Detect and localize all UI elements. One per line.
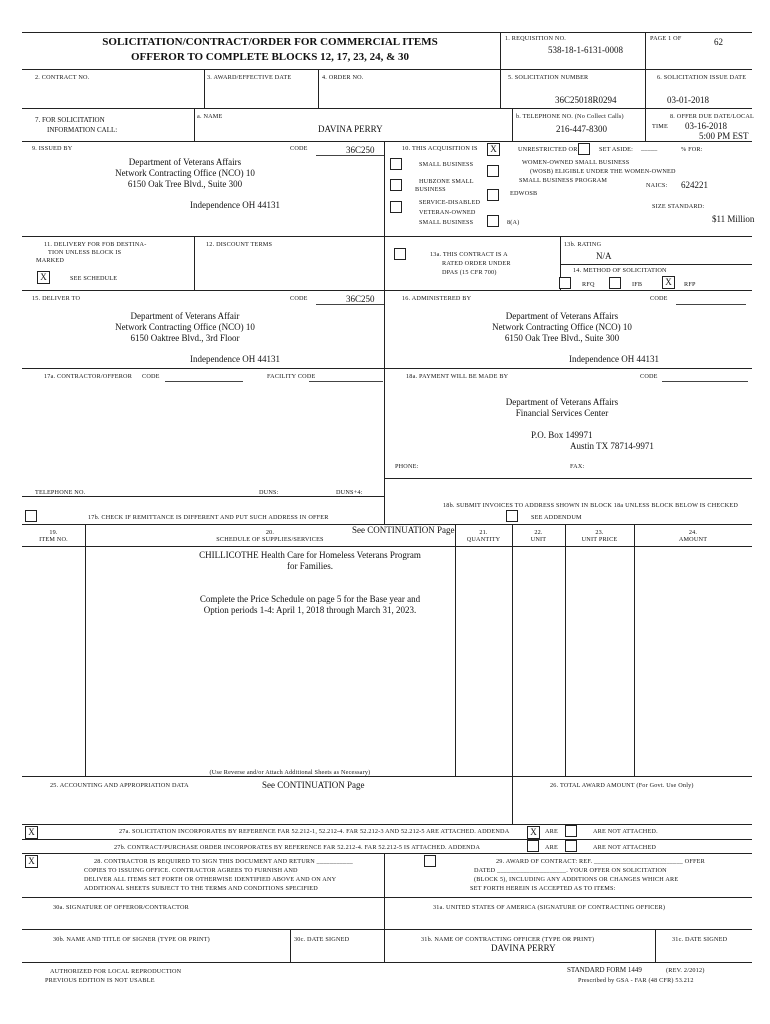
27b-are-checkbox[interactable] — [527, 840, 539, 852]
wosb-checkbox[interactable] — [487, 165, 499, 177]
issued-by-code: 36C250 — [346, 145, 375, 155]
remittance-checkbox[interactable] — [25, 510, 37, 522]
delivery-label: 11. DELIVERY FOR FOB DESTINA- — [44, 241, 147, 248]
col-unit-label: UNIT — [530, 536, 547, 543]
divider — [645, 69, 646, 108]
27b-are-not-checkbox[interactable] — [565, 840, 577, 852]
28-text-2: COPIES TO ISSUING OFFICE. CONTRACTOR AGREES TO FURNISH AND — [84, 867, 298, 874]
form-subtitle: OFFEROR TO COMPLETE BLOCKS 12, 17, 23, 24, & 30 — [131, 51, 409, 63]
payment-line2: Financial Services Center — [515, 408, 609, 418]
28-text-4: ADDITIONAL SHEETS SUBJECT TO THE TERMS AND CONDITIONS SPECIFIED — [84, 885, 318, 892]
schedule-desc-4: Option periods 1-4: April 1, 2018 through March 31, 2023. — [203, 605, 417, 615]
accounting-label: 25. ACCOUNTING AND APPROPRIATION DATA — [50, 782, 189, 789]
edwosb-label: EDWOSB — [510, 190, 538, 197]
administered-by-label: 16. ADMINISTERED BY — [402, 295, 472, 302]
code-underline — [316, 155, 384, 156]
rule — [22, 776, 752, 777]
telephone: 216-447-8300 — [556, 124, 607, 134]
rule — [22, 368, 752, 369]
rule — [560, 264, 752, 265]
rfp-label: RFP — [684, 281, 696, 288]
divider — [290, 929, 291, 962]
sig-30a-label: 30a. SIGNATURE OF OFFEROR/CONTRACTOR — [53, 904, 190, 911]
solicitation-number-label: 5. SOLICITATION NUMBER — [508, 74, 589, 81]
rfq-label: RFQ — [582, 281, 595, 288]
size-standard-label: SIZE STANDARD: — [652, 203, 705, 210]
footer-form-number: STANDARD FORM 1449 — [567, 966, 642, 974]
issue-date: 03-01-2018 — [667, 95, 709, 105]
due-date-label: 8. OFFER DUE DATE/LOCAL — [670, 113, 755, 120]
sig-31b-label: 31b. NAME OF CONTRACTING OFFICER (TYPE OR PRINT) — [421, 936, 595, 943]
27a-text: 27a. SOLICITATION INCORPORATES BY REFERENCE FAR 52.212-1, 52.212-4. FAR 52.212-3 AND 52.212-5 ARE ATTACHED. ADDENDA — [119, 828, 510, 835]
delivery-label-3: MARKED — [36, 257, 65, 264]
rule — [22, 108, 752, 109]
method-label: 14. METHOD OF SOLICITATION — [573, 267, 667, 274]
divider — [645, 108, 646, 141]
29-text-1: 29. AWARD OF CONTRACT: REF. ___________________________ OFFER — [496, 858, 705, 865]
form-title: SOLICITATION/CONTRACT/ORDER FOR COMMERCIAL ITEMS — [102, 36, 438, 48]
divider — [194, 236, 195, 290]
rating-value: N/A — [596, 251, 612, 261]
col-unit-price-label: UNIT PRICE — [581, 536, 618, 543]
code-underline — [165, 381, 243, 382]
sig-30c-label: 30c. DATE SIGNED — [294, 936, 350, 943]
size-standard-value: $11 Million — [712, 214, 755, 224]
rule — [22, 69, 752, 70]
issued-by-label: 9. ISSUED BY — [32, 145, 73, 152]
rule — [22, 839, 752, 840]
rfp-checkbox[interactable]: X — [662, 276, 675, 289]
reverse-note: (Use Reverse and/or Attach Additional Sheets as Necessary) — [209, 769, 371, 776]
see-schedule-label: SEE SCHEDULE — [70, 275, 118, 282]
deliver-to-code: 36C250 — [346, 294, 375, 304]
fax-label: FAX: — [570, 463, 585, 470]
divider — [85, 524, 86, 776]
hubzone-label: HUBZONE SMALL — [419, 178, 474, 185]
facility-code-label: FACILITY CODE — [267, 373, 316, 380]
hubzone-label-2: BUSINESS — [415, 186, 446, 193]
divider — [512, 524, 513, 824]
due-time: 5:00 PM EST — [699, 131, 749, 141]
duns-label: DUNS: — [259, 489, 279, 496]
27a-are-not-checkbox[interactable] — [565, 825, 577, 837]
divider — [565, 524, 566, 776]
administered-code-label: CODE — [650, 295, 668, 302]
contact-name: DAVINA PERRY — [318, 124, 383, 134]
divider — [384, 141, 385, 524]
code-underline — [662, 381, 748, 382]
unrestricted-label: UNRESTRICTED OR — [518, 146, 578, 153]
wosb-label-2: (WOSB) ELIGIBLE UNDER THE WOMEN-OWNED — [530, 168, 676, 175]
payment-line1: Department of Veterans Affairs — [505, 397, 619, 407]
addendum-label: SEE ADDENDUM — [531, 514, 582, 521]
rfq-checkbox[interactable] — [559, 277, 571, 289]
rated-order-label-3: DPAS (15 CFR 700) — [442, 269, 497, 276]
deliver-to-line1: Department of Veterans Affair — [130, 311, 240, 321]
col-schedule-label: SCHEDULE OF SUPPLIES/SERVICES — [216, 536, 324, 543]
addendum-checkbox[interactable] — [506, 510, 518, 522]
col-amount: 24. — [688, 529, 698, 536]
27b-are-label: ARE — [545, 844, 558, 851]
telephone-label: b. TELEPHONE NO. (No Collect Calls) — [516, 113, 624, 120]
ifb-checkbox[interactable] — [609, 277, 621, 289]
divider — [500, 32, 501, 69]
divider — [655, 929, 656, 962]
col-item-no: 19. — [49, 529, 58, 536]
administered-line2: Network Contracting Office (NCO) 10 — [492, 322, 632, 332]
rule — [22, 290, 752, 291]
contractor-code-label: CODE — [142, 373, 160, 380]
issued-by-line4: Independence OH 44131 — [190, 200, 280, 210]
contract-no-label: 2. CONTRACT NO. — [35, 74, 90, 81]
27a-are-not-label: ARE NOT ATTACHED. — [593, 828, 658, 835]
rule — [22, 141, 752, 142]
sig-31c-label: 31c. DATE SIGNED — [672, 936, 728, 943]
total-award-label: 26. TOTAL AWARD AMOUNT (For Govt. Use Only) — [550, 782, 694, 789]
issued-by-code-label: CODE — [290, 145, 308, 152]
payment-label: 18a. PAYMENT WILL BE MADE BY — [406, 373, 509, 380]
info-call-label: 7. FOR SOLICITATION — [35, 116, 105, 124]
rule — [22, 546, 752, 547]
issued-by-line1: Department of Veterans Affairs — [128, 157, 242, 167]
27a-checkbox[interactable]: X — [25, 826, 38, 839]
rule — [384, 478, 752, 479]
issue-date-label: 6. SOLICITATION ISSUE DATE — [657, 74, 747, 81]
divider — [194, 108, 195, 141]
sdvosb-label-3: SMALL BUSINESS — [419, 219, 474, 226]
sdvosb-label-2: VETERAN-OWNED — [419, 209, 476, 216]
sig-30b-label: 30b. NAME AND TITLE OF SIGNER (TYPE OR PRINT) — [53, 936, 210, 943]
rated-order-checkbox[interactable] — [394, 248, 406, 260]
schedule-desc-1: CHILLICOTHE Health Care for Homeless Veterans Program — [199, 550, 421, 560]
contractor-telephone-label: TELEPHONE NO. — [35, 489, 86, 496]
see-schedule-checkbox[interactable]: X — [37, 271, 50, 284]
8a-label: 8(A) — [507, 219, 520, 226]
deliver-to-label: 15. DELIVER TO — [32, 295, 81, 302]
bottom-border — [22, 962, 752, 963]
sdvosb-checkbox[interactable] — [390, 201, 402, 213]
rule — [22, 236, 752, 237]
rule — [22, 496, 384, 497]
acquisition-label: 10. THIS ACQUISITION IS — [402, 145, 478, 152]
29-text-4: SET FORTH HEREIN IS ACCEPTED AS TO ITEMS: — [470, 885, 616, 892]
29-text-3: (BLOCK 5), INCLUDING ANY ADDITIONS OR CHANGES WHICH ARE — [474, 876, 679, 883]
divider — [384, 853, 385, 962]
order-no-label: 4. ORDER NO. — [322, 74, 364, 81]
divider — [512, 108, 513, 141]
col-quantity: 21. — [479, 529, 488, 536]
27b-are-not-label: ARE NOT ATTACHED — [593, 844, 657, 851]
27a-are-checkbox[interactable]: X — [527, 826, 540, 839]
rated-order-label: 13a. THIS CONTRACT IS A — [430, 251, 508, 258]
sdvosb-label: SERVICE-DISABLED — [419, 199, 481, 206]
divider — [204, 69, 205, 108]
setaside-checkbox[interactable] — [578, 143, 590, 155]
8a-checkbox[interactable] — [487, 215, 499, 227]
accounting-continuation: See CONTINUATION Page — [262, 780, 365, 790]
code-underline — [676, 304, 746, 305]
submit-invoices-label: 18b. SUBMIT INVOICES TO ADDRESS SHOWN IN BLOCK 18a UNLESS BLOCK BELOW IS CHECKED — [443, 502, 739, 509]
29-text-2: DATED _____________________. YOUR OFFER ON SOLICITATION — [474, 867, 667, 874]
percent-for-label: % FOR: — [681, 146, 703, 153]
deliver-to-line3: 6150 Oaktree Blvd., 3rd Floor — [130, 333, 240, 343]
col-schedule: 20. — [265, 529, 275, 536]
page-total: 62 — [714, 37, 723, 47]
naics-value: 624221 — [681, 180, 708, 190]
rule — [22, 897, 752, 898]
footer-previous-edition: PREVIOUS EDITION IS NOT USABLE — [45, 977, 155, 984]
deliver-to-code-label: CODE — [290, 295, 308, 302]
footer-revision: (REV. 2/2012) — [666, 967, 705, 974]
setaside-label: SET ASIDE: — [599, 146, 634, 153]
administered-line1: Department of Veterans Affairs — [505, 311, 619, 321]
col-quantity-label: QUANTITY — [466, 536, 501, 543]
payment-line4: Austin TX 78714-9971 — [570, 441, 654, 451]
payment-code-label: CODE — [640, 373, 658, 380]
wosb-label-3: SMALL BUSINESS PROGRAM — [519, 177, 608, 184]
28-text-3: DELIVER ALL ITEMS SET FORTH OR OTHERWISE IDENTIFIED ABOVE AND ON ANY — [84, 876, 337, 883]
29-checkbox[interactable] — [424, 855, 436, 867]
wosb-label: WOMEN-OWNED SMALL BUSINESS — [522, 159, 630, 166]
col-unit: 22. — [534, 529, 543, 536]
discount-terms-label: 12. DISCOUNT TERMS — [206, 241, 273, 248]
divider — [318, 69, 319, 108]
col-amount-label: AMOUNT — [678, 536, 708, 543]
time-label: TIME — [652, 123, 668, 130]
divider — [645, 32, 646, 69]
page-label: PAGE 1 OF — [650, 35, 682, 42]
top-border — [22, 32, 752, 33]
code-underline — [309, 381, 383, 382]
28-text-1: 28. CONTRACTOR IS REQUIRED TO SIGN THIS DOCUMENT AND RETURN ___________ — [94, 858, 353, 865]
27a-are-label: ARE — [545, 828, 558, 835]
divider — [500, 69, 501, 108]
phone-label: PHONE: — [395, 463, 419, 470]
hubzone-checkbox[interactable] — [390, 179, 402, 191]
name-label: a. NAME — [197, 113, 223, 120]
solicitation-number: 36C25018R0294 — [555, 95, 617, 105]
setaside-percent: _____ — [641, 145, 658, 152]
delivery-label-2: TION UNLESS BLOCK IS — [48, 249, 122, 256]
ifb-label: IFB — [632, 281, 643, 288]
col-unit-price: 23. — [595, 529, 604, 536]
col-item-no-label: ITEM NO. — [39, 536, 68, 543]
deliver-to-line2: Network Contracting Office (NCO) 10 — [115, 322, 255, 332]
payment-line3: P.O. Box 149971 — [531, 430, 593, 440]
edwosb-checkbox[interactable] — [487, 189, 499, 201]
schedule-desc-2: for Families. — [287, 561, 333, 571]
divider — [634, 524, 635, 776]
info-call-label-2: INFORMATION CALL: — [47, 126, 118, 134]
rule — [22, 929, 752, 930]
sig-31a-label: 31a. UNITED STATES OF AMERICA (SIGNATURE OF CONTRACTING OFFICER) — [433, 904, 666, 911]
due-date: 03-16-2018 — [685, 121, 727, 131]
deliver-to-line4: Independence OH 44131 — [190, 354, 280, 364]
small-business-label: SMALL BUSINESS — [419, 161, 474, 168]
requisition-value: 538-18-1-6131-0008 — [548, 45, 623, 55]
28-checkbox[interactable]: X — [25, 855, 38, 868]
administered-line4: Independence OH 44131 — [569, 354, 659, 364]
footer-prescribed: Prescribed by GSA - FAR (48 CFR) 53.212 — [578, 977, 694, 984]
contracting-officer-name: DAVINA PERRY — [491, 943, 556, 953]
schedule-continuation: See CONTINUATION Page — [352, 525, 455, 535]
schedule-desc-3: Complete the Price Schedule on page 5 for the Base year and — [199, 594, 421, 604]
duns4-label: DUNS+4: — [336, 489, 363, 496]
rule — [22, 824, 752, 825]
code-underline — [316, 304, 384, 305]
rule — [22, 853, 752, 854]
contractor-label: 17a. CONTRACTOR/OFFEROR — [44, 373, 133, 380]
remittance-label: 17b. CHECK IF REMITTANCE IS DIFFERENT AND PUT SUCH ADDRESS IN OFFER — [88, 514, 329, 521]
naics-label: NAICS: — [646, 182, 668, 189]
footer-authorized: AUTHORIZED FOR LOCAL REPRODUCTION — [50, 968, 182, 975]
unrestricted-checkbox[interactable]: X — [487, 143, 500, 156]
rating-label: 13b. RATING — [564, 241, 602, 248]
administered-line3: 6150 Oak Tree Blvd., Suite 300 — [504, 333, 620, 343]
small-business-checkbox[interactable] — [390, 158, 402, 170]
issued-by-line3: 6150 Oak Tree Blvd., Suite 300 — [127, 179, 243, 189]
requisition-label: 1. REQUISITION NO. — [505, 35, 567, 42]
issued-by-line2: Network Contracting Office (NCO) 10 — [115, 168, 255, 178]
27b-text: 27b. CONTRACT/PURCHASE ORDER INCORPORATES BY REFERENCE FAR 52.212-4. FAR 52.212-5 IS ATTACHED. ADDENDA — [114, 844, 481, 851]
rated-order-label-2: RATED ORDER UNDER — [442, 260, 511, 267]
award-date-label: 3. AWARD/EFFECTIVE DATE — [207, 74, 292, 81]
